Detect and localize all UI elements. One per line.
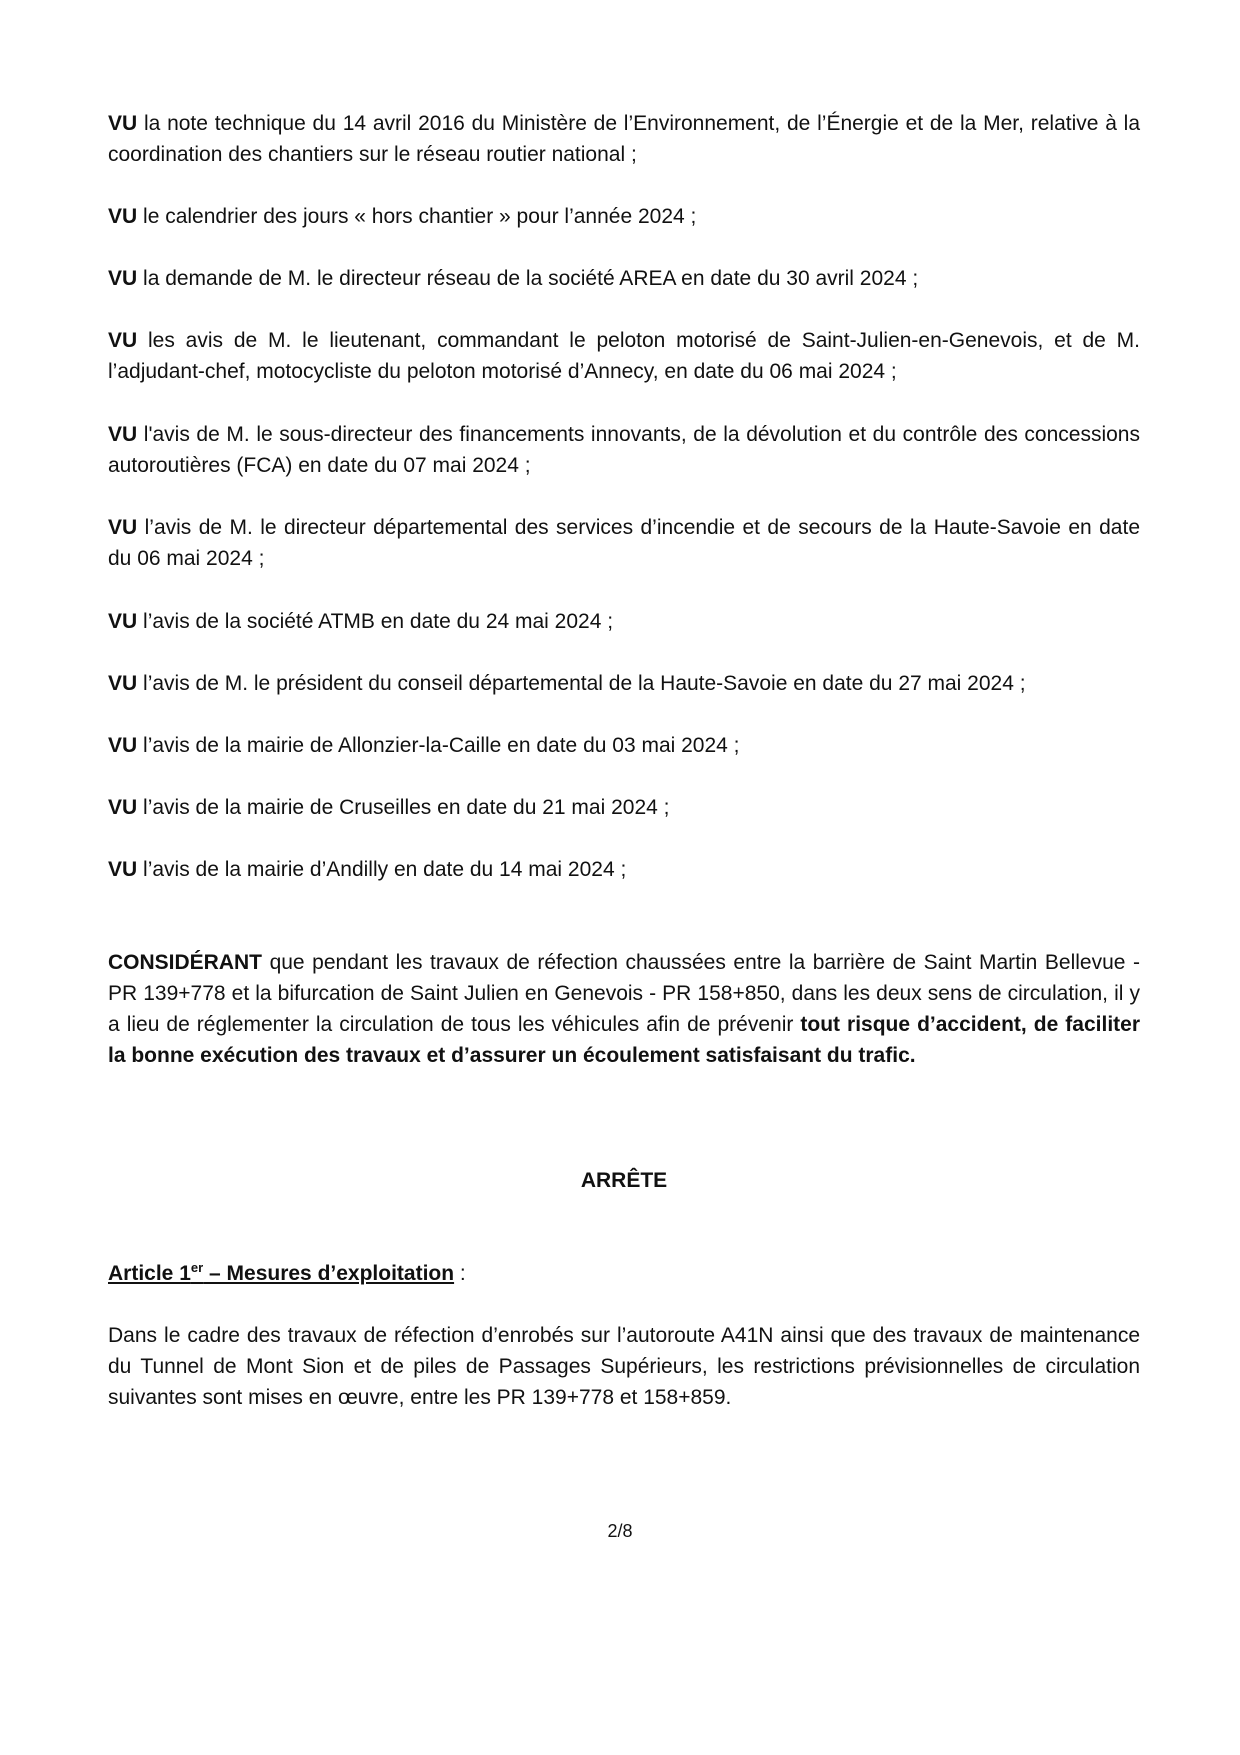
considerant-lead: CONSIDÉRANT	[108, 951, 263, 974]
considerant-paragraph	[108, 947, 1140, 1071]
vu-text: l’avis de la mairie d’Andilly en date du 14 mai 2024 ;	[137, 858, 627, 881]
vu-paragraph	[108, 792, 1140, 823]
vu-text: les avis de M. le lieutenant, commandant le peloton motorisé de Saint-Julien-en-Genevois, et de M. l’adjudant-chef, motocycliste du peloton motorisé d’Annecy, en date du 06 mai 2024 ;	[108, 329, 1140, 383]
vu-paragraph	[108, 108, 1140, 170]
considerant-bold-tail: tout risque d’accident, de faciliter la bonne exécution des travaux et d’assurer un écoulement satisfaisant du trafic.	[108, 1013, 1140, 1067]
page-number: 2/8	[607, 1521, 633, 1541]
vu-paragraph	[108, 201, 1140, 232]
vu-text: le calendrier des jours « hors chantier » pour l’année 2024 ;	[137, 205, 697, 228]
vu-paragraph	[108, 854, 1140, 885]
vu-paragraph	[108, 325, 1140, 387]
vu-lead: VU	[108, 267, 138, 290]
vu-lead: VU	[108, 423, 138, 446]
article-label-prefix: Article 1	[108, 1262, 191, 1285]
vu-lead: VU	[108, 205, 138, 228]
vu-paragraph	[108, 606, 1140, 637]
vu-text: l’avis de M. le président du conseil départemental de la Haute-Savoie en date du 27 mai 2024 ;	[137, 672, 1026, 695]
vu-lead: VU	[108, 734, 138, 757]
article-body: Dans le cadre des travaux de réfection d’enrobés sur l’autoroute A41N ainsi que des travaux de maintenance du Tunnel de Mont Sion et de piles de Passages Supérieurs, les restrictions prévisionnelles de circulation suivantes sont mises en œuvre, entre les PR 139+778 et 158+859.	[108, 1324, 1140, 1409]
arrete-title: ARRÊTE	[580, 1169, 668, 1192]
vu-paragraph	[108, 512, 1140, 574]
vu-text: l'avis de M. le sous-directeur des financements innovants, de la dévolution et du contrôle des concessions autoroutières (FCA) en date du 07 mai 2024 ;	[108, 423, 1140, 477]
vu-lead: VU	[108, 329, 138, 352]
vu-text: l’avis de la mairie de Allonzier-la-Caille en date du 03 mai 2024 ;	[137, 734, 740, 757]
vu-text: l’avis de la mairie de Cruseilles en date du 21 mai 2024 ;	[137, 796, 670, 819]
vu-lead: VU	[108, 858, 138, 881]
vu-paragraph	[108, 263, 1140, 294]
article-heading	[108, 1258, 1140, 1289]
vu-text: la note technique du 14 avril 2016 du Ministère de l’Environnement, de l’Énergie et de la Mer, relative à la coordination des chantiers sur le réseau routier national ;	[108, 112, 1140, 166]
article-label-sup: er	[190, 1260, 204, 1275]
vu-lead: VU	[108, 610, 138, 633]
vu-text: l’avis de M. le directeur départemental des services d’incendie et de secours de la Haute-Savoie en date du 06 mai 2024 ;	[108, 516, 1140, 570]
vu-lead: VU	[108, 796, 138, 819]
considerant-text: que pendant les travaux de réfection chaussées entre la barrière de Saint Martin Bellevue - PR 139+778 et la bifurcation de Saint Julien en Genevois - PR 158+850, dans les deux sens de circulation, il y a lieu de réglementer la circulation de tous les véhicules afin de prévenir	[108, 951, 1140, 1036]
article-label	[108, 1262, 454, 1285]
vu-paragraph	[108, 730, 1140, 761]
vu-paragraph	[108, 668, 1140, 699]
vu-text: l’avis de la société ATMB en date du 24 mai 2024 ;	[137, 610, 614, 633]
vu-text: la demande de M. le directeur réseau de la société AREA en date du 30 avril 2024 ;	[137, 267, 919, 290]
vu-lead: VU	[108, 516, 138, 539]
article-label-colon: :	[454, 1262, 466, 1285]
vu-lead: VU	[108, 112, 138, 135]
vu-paragraph	[108, 419, 1140, 481]
vu-lead: VU	[108, 672, 138, 695]
article-label-suffix: – Mesures d’exploitation	[203, 1262, 455, 1285]
